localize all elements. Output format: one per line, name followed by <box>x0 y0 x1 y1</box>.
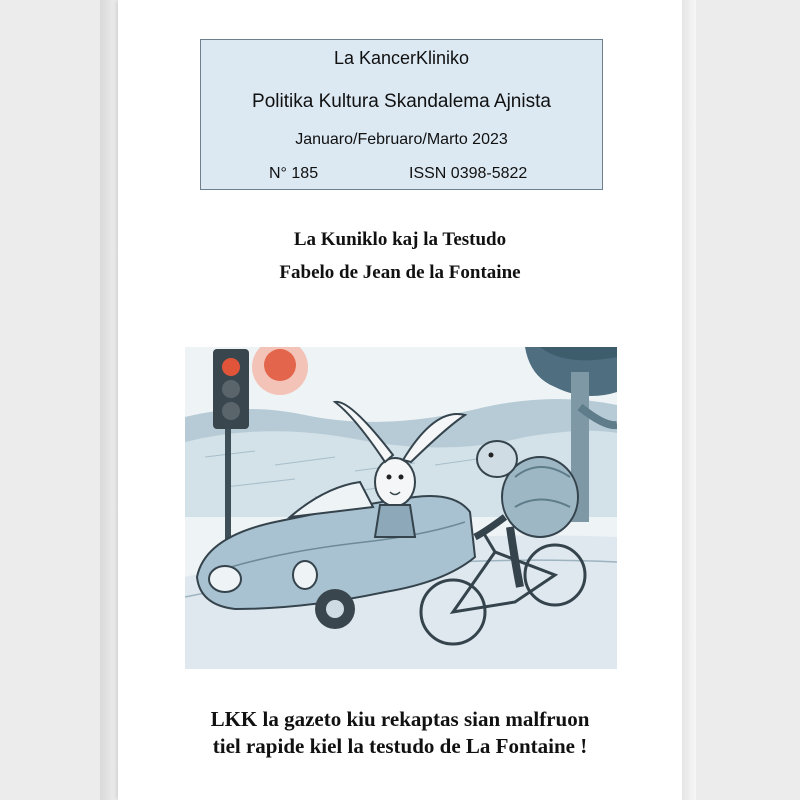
cover-illustration <box>185 347 617 669</box>
issue-date: Januaro/Februaro/Marto 2023 <box>295 131 508 148</box>
page-edge <box>682 0 696 800</box>
slogan-line-2: tiel rapide kiel la testudo de La Fontaine ! <box>212 734 588 758</box>
masthead-box <box>200 39 603 190</box>
slogan-line-1: LKK la gazeto kiu rekaptas sian malfruon <box>210 707 590 731</box>
issue-number: N° 185 <box>269 165 319 182</box>
feature-byline: Fabelo de Jean de la Fontaine <box>279 262 521 283</box>
feature-title: La Kuniklo kaj la Testudo <box>293 229 507 250</box>
magazine-subtitle: Politika Kultura Skandalema Ajnista <box>252 91 551 112</box>
magazine-name: La KancerKliniko <box>333 48 470 68</box>
rabbit-turtle-illustration <box>185 347 617 669</box>
issn: ISSN 0398-5822 <box>409 165 528 182</box>
